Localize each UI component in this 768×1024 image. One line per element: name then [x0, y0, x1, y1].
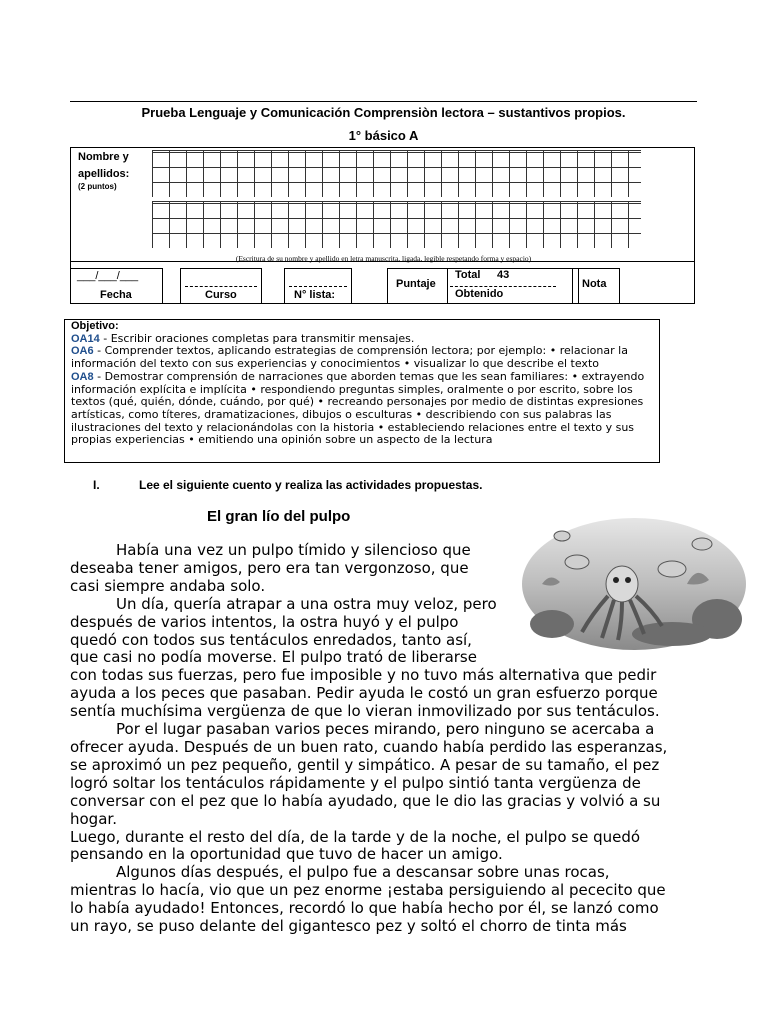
header-rule: [70, 101, 697, 102]
story-line: Había una vez un pulpo tímido y silencioso que: [116, 541, 471, 559]
objectives-heading: Objetivo:: [71, 320, 119, 332]
story-line: ayuda a los peces que pasaban. Pedir ayuda le costó un gran esfuerzo porque: [70, 684, 658, 703]
story-line: quedó con todos sus tentáculos enredados, tanto así,: [70, 630, 472, 649]
obtained-label[interactable]: Obtenido: [455, 288, 504, 300]
course-cell[interactable]: [180, 268, 262, 304]
course-label: Curso: [205, 289, 237, 301]
objective-oa8-line: artísticas, como títeres, dramatizaciones, dibujos o esculturas • describiendo con sus palabras las: [71, 407, 612, 421]
story-line: hogar.: [70, 809, 117, 828]
story-line: casi siempre andaba solo.: [70, 576, 266, 595]
section-instruction: Lee el siguiente cuento y realiza las actividades propuestas.: [139, 478, 483, 492]
list-line: [289, 286, 347, 287]
story-line: mientras lo hacía, vio que un pez enorme ¡estaba persiguiendo al pececito que: [70, 881, 666, 900]
name-writing-grid[interactable]: [152, 150, 641, 197]
objective-oa8: OA8 - Demostrar comprensión de narraciones que aborden temas que les sean familiares: • extrayendo: [71, 369, 645, 383]
story-line: deseaba tener amigos, pero era tan vergonzoso, que: [70, 558, 469, 577]
story-line: se aproximó un pez pequeño, gentil y simpático. A pesar de su tamaño, el pez: [70, 755, 660, 774]
page-title: Prueba Lenguaje y Comunicación Comprensiòn lectora – sustantivos propios.: [141, 105, 626, 120]
story-text: [70, 542, 700, 936]
story-line: Algunos días después, el pulpo fue a descansar sobre unas rocas,: [116, 863, 610, 882]
story-line: ofrecer ayuda. Después de un buen rato, cuando había perdido las esperanzas,: [70, 737, 668, 756]
surname-writing-grid[interactable]: [152, 201, 641, 248]
objective-oa8-line: ilustraciones del texto y relacionándolas con la historia • estableciendo relaciones entre el texto y sus: [71, 420, 635, 434]
section-number: I.: [93, 478, 100, 492]
date-cell[interactable]: [70, 268, 163, 304]
story-line: pensando en la oportunidad que tuvo de hacer un amigo.: [70, 845, 503, 864]
story-line: un rayo, se puso delante del gigantesco pez y soltó el chorro de tinta más: [70, 917, 627, 936]
score-cell: [387, 268, 579, 304]
grade-label: Nota: [582, 278, 607, 290]
name-instruction: (Escritura de su nombre y apellido en letra manuscrita, ligada, legible respetando forma y espacio): [235, 254, 532, 263]
name-label: Nombre y apellidos:: [78, 151, 130, 180]
score-label: Puntaje: [396, 278, 436, 290]
story-line: Luego, durante el resto del día, de la tarde y de la noche, el pulpo se quedó: [70, 827, 641, 846]
objective-oa14: OA14 - Escribir oraciones completas para transmitir mensajes.: [71, 331, 415, 345]
name-points: (2 puntos): [78, 182, 117, 191]
score-line: [450, 286, 556, 287]
objective-oa6: OA6 - Comprender textos, aplicando estrategias de comprensión lectora; por ejemplo: • relacionar la: [71, 344, 628, 358]
grade-cell[interactable]: [572, 268, 620, 304]
story-line: que casi no podía moverse. El pulpo trató de liberarse: [70, 648, 477, 667]
objective-oa8-line: propias experiencias • emitiendo una opinión sobre un aspecto de la lectura: [71, 433, 493, 447]
score-divider: [447, 268, 448, 304]
total-label: Total: [455, 269, 481, 281]
story-line: después de varios intentos, la ostra huyó y el pulpo: [70, 612, 459, 631]
course-line: [185, 286, 257, 287]
date-label: Fecha: [100, 289, 132, 301]
objective-oa8-line: textos (qué, quién, dónde, cuándo, por qué) • recreando personajes por medio de distintas expresiones: [71, 395, 644, 409]
story-line: lo había ayudado! Entonces, recordó lo que había hecho por él, se lanzó como: [70, 899, 659, 918]
objectives-text: [71, 320, 656, 447]
story-line: con todas sus fuerzas, pero fue imposible y no tuvo más alternativa que pedir: [70, 666, 657, 685]
story-title: El gran lío del pulpo: [207, 508, 351, 525]
story-line: sentía muchísima vergüenza de que lo vieran inmovilizado por sus tentáculos.: [70, 702, 660, 721]
story-line: conversar con el pez que lo había ayudado, que le dio las gracias y volvió a su: [70, 791, 661, 810]
list-label: N° lista:: [294, 289, 336, 301]
objective-oa8-line: información explícita e implícita • respondiendo preguntas simples, oralmente o por escrito, sobre los: [71, 382, 633, 396]
story-line: logró soltar los tentáculos rápidamente y el pulpo sintió tanta vergüenza de: [70, 773, 641, 792]
story-line: Un día, quería atrapar a una ostra muy veloz, pero: [116, 594, 497, 613]
story-line: Por el lugar pasaban varios peces mirando, pero ninguno se acercaba a: [116, 720, 655, 739]
list-cell[interactable]: [284, 268, 352, 304]
objective-oa6-line: información del texto con sus experiencias y conocimientos • visualizar lo que describe el texto: [71, 357, 599, 371]
total-value: 43: [497, 269, 510, 281]
date-field[interactable]: ___/___/___: [77, 270, 139, 282]
page-subtitle: 1° básico A: [348, 128, 419, 143]
